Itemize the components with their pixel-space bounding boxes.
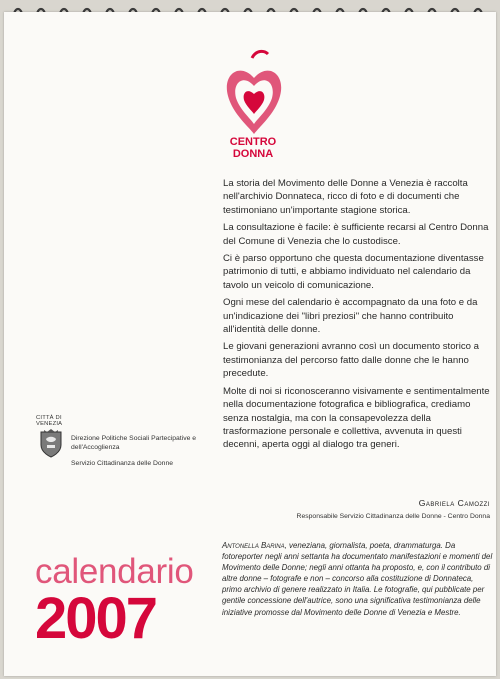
bio-intro: , veneziana, giornalista, poeta, drammaturga. xyxy=(284,541,443,550)
bio-text: Da fotoreporter negli anni settanta ha documentato manifestazioni e momenti del Movimento delle Donne; negli anni ottanta ha proposto, e, con il contributo di altre donne – fotografe e non – concorso alla costituzione di Donnateca, primo archivio di genere realizzato in Italia. Le fotografie, qui pubblicate per gentile concessione dell'autrice, sono una significativa testimonianza delle iniziative promosse dal Movimento delle Donne di Venezia e Mestre. xyxy=(222,541,493,617)
logo-line2: DONNA xyxy=(232,148,274,160)
paragraph: La consultazione è facile: è sufficiente recarsi al Centro Donna del Comune di Venezia che lo custodisce. xyxy=(223,222,489,247)
paragraph: Le giovani generazioni avranno così un documento storico a testimonianza del percorso fatto dalle donne che le hanno precedute. xyxy=(223,341,479,380)
city-name: CITTÀ DI VENEZIA xyxy=(36,415,63,427)
city-department: Direzione Politiche Sociali Partecipative e dell'Accoglienza xyxy=(71,435,197,451)
centro-donna-logo xyxy=(222,48,286,160)
paragraph: Molte di noi si riconosceranno visivamente e sentimentalmente nella documentazione fotografica e bibliografica, crediamo senza nostalgia, ma con la consapevolezza della trasformazione personale e collettiva, avvenuta in questi decenni, aperta oggi al dialogo tra generi. xyxy=(223,385,490,451)
intro-text xyxy=(223,177,491,456)
bio-name: Antonella Barina xyxy=(222,541,285,550)
calendar-year: 2007 xyxy=(35,586,157,651)
signature-role: Responsabile Servizio Cittadinanza delle Donne - Centro Donna xyxy=(296,513,490,520)
city-service: Servizio Cittadinanza delle Donne xyxy=(71,460,174,467)
signature-name: Gabriela Camozzi xyxy=(418,498,490,508)
paragraph: La storia del Movimento delle Donne a Venezia è raccolta nell'archivio Donnateca, ricco di foto e di documenti che testimoniano un'importante stagione storica. xyxy=(223,178,468,216)
author-bio xyxy=(222,540,494,618)
venice-crest-icon xyxy=(38,429,64,459)
logo-line1: CENTRO xyxy=(229,136,277,148)
paragraph: Ogni mese del calendario è accompagnato da una foto e da un'indicazione dei "libri preziosi" che hanno contribuito all'identità delle donne. xyxy=(223,297,478,336)
paragraph: Ci è parso opportuno che questa documentazione diventasse patrimonio di tutti, e abbiamo individuato nel calendario da tavolo un veicolo di comunicazione. xyxy=(223,253,484,291)
calendar-word: calendario xyxy=(35,552,194,591)
